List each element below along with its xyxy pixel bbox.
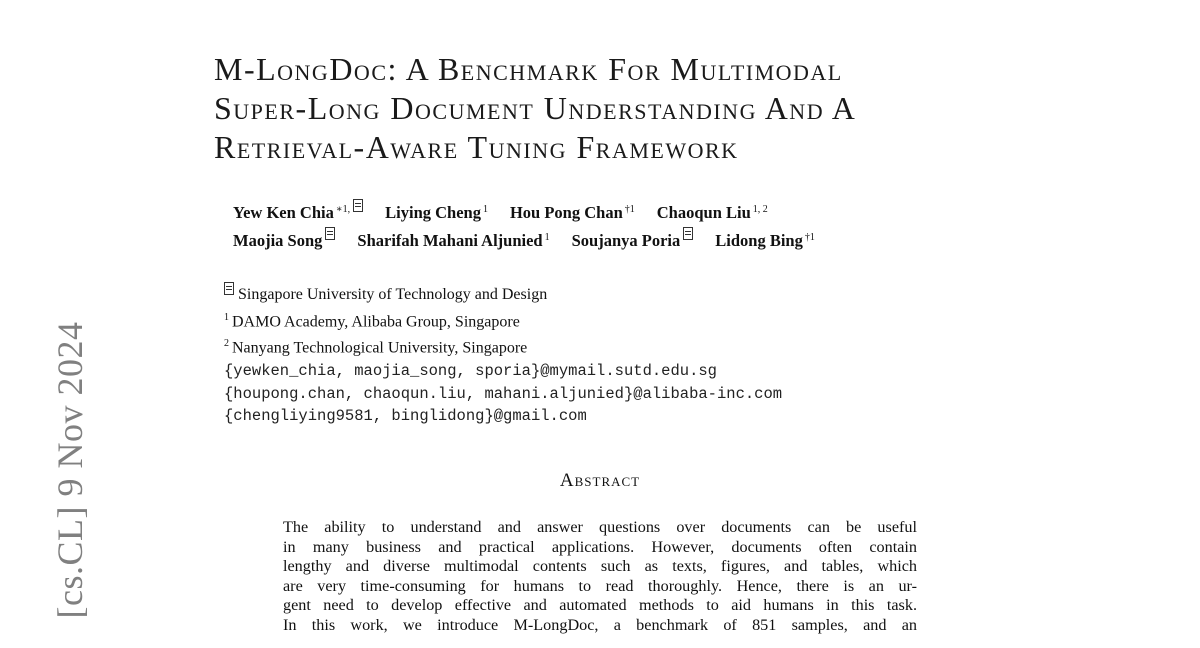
abstract-body <box>283 518 917 636</box>
sutd-logo-icon <box>353 199 363 212</box>
sutd-logo-icon <box>683 227 693 240</box>
author <box>385 203 488 223</box>
affiliation-text: Nanyang Technological University, Singapore <box>232 339 528 357</box>
arxiv-stamp: [cs.CL] 9 Nov 2024 <box>50 321 90 619</box>
author <box>233 199 363 223</box>
affiliation <box>224 307 782 334</box>
email-line: {houpong.chan, chaoqun.liu, mahani.aljunied}@alibaba-inc.com <box>224 384 783 403</box>
author-marks: 1 <box>482 203 488 215</box>
author-marks: †1 <box>624 203 635 215</box>
author-marks: †1 <box>804 231 815 243</box>
author-marks: 1, 2 <box>752 203 768 215</box>
author <box>715 231 815 251</box>
abstract-line: in many business and practical applications. However, documents often contain <box>283 537 917 556</box>
author-name: Chaoqun Liu <box>656 203 751 222</box>
author <box>657 203 768 223</box>
email-line: {yewken_chia, maojia_song, sporia}@mymail.sutd.edu.sg <box>224 362 717 381</box>
affiliation <box>224 282 782 307</box>
affiliation-text: Singapore University of Technology and Design <box>238 286 548 303</box>
title-line: M-LongDoc: A Benchmark For Multimodal <box>214 51 843 87</box>
abstract-line: The ability to understand and answer questions over documents can be useful <box>283 518 917 536</box>
sutd-logo-icon <box>325 227 335 240</box>
author-name: Sharifah Mahani Aljunied <box>357 231 543 250</box>
author <box>357 231 549 251</box>
sutd-logo-icon <box>224 282 234 295</box>
affiliations <box>224 282 782 428</box>
affiliation-text: DAMO Academy, Alibaba Group, Singapore <box>232 312 520 330</box>
author-name: Lidong Bing <box>715 231 803 250</box>
author-name: Liying Cheng <box>385 203 481 222</box>
abstract-line: gent need to develop effective and automated methods to aid humans in this task. <box>283 596 917 615</box>
author-name: Soujanya Poria <box>571 231 681 250</box>
email-line: {chengliying9581, binglidong}@gmail.com <box>224 407 587 426</box>
author-marks: ∗1, <box>335 203 351 215</box>
abstract-line: In this work, we introduce M-LongDoc, a benchmark of 851 samples, and an <box>283 615 917 634</box>
author-name: Maojia Song <box>233 231 323 250</box>
author-line <box>233 227 815 255</box>
paper-title <box>214 50 1004 167</box>
affiliation <box>224 333 782 360</box>
author <box>572 227 694 251</box>
author-name: Hou Pong Chan <box>509 203 623 222</box>
title-line: Retrieval-Aware Tuning Framework <box>214 129 739 165</box>
abstract-line: lengthy and diverse multimodal contents such as texts, figures, and tables, which <box>283 557 917 576</box>
title-line: Super-Long Document Understanding And A <box>214 90 857 126</box>
affiliation-mark: 2 <box>224 338 229 350</box>
author-marks: 1 <box>544 231 550 243</box>
abstract-heading: Abstract <box>559 470 641 491</box>
author-name: Yew Ken Chia <box>233 203 334 222</box>
author <box>510 203 635 223</box>
author <box>233 227 335 251</box>
affiliation-mark: 1 <box>224 311 229 323</box>
author-list <box>233 199 815 255</box>
abstract-line: are very time-consuming for humans to read thoroughly. Hence, there is an ur- <box>283 576 917 595</box>
author-line <box>233 199 815 227</box>
